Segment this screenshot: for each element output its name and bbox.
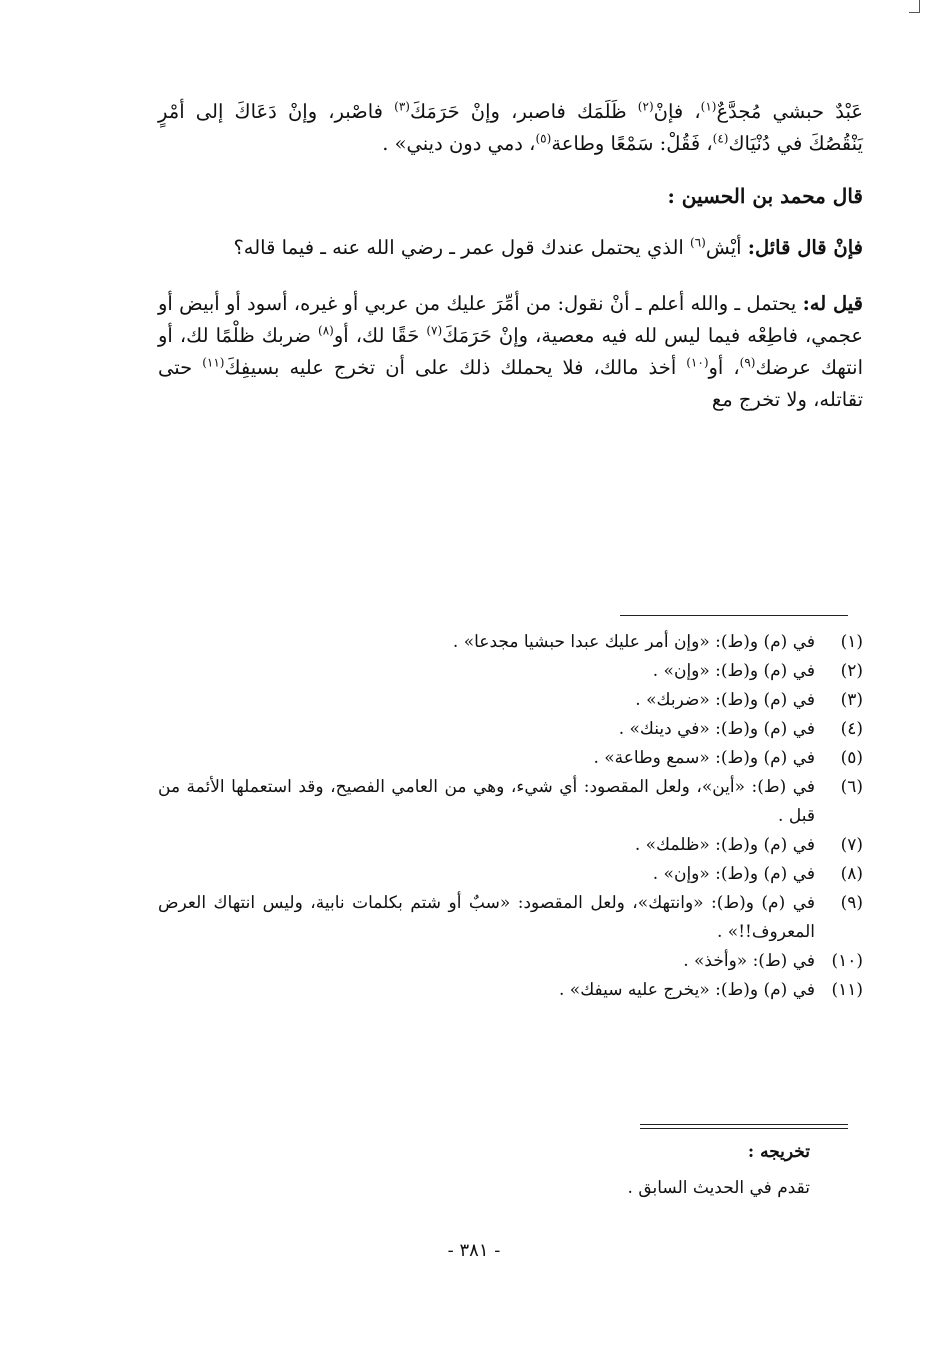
paragraph-question: فإنْ قال قائل: أيْش$^{(٦)}$ الذي يحتمل عندك قول عمر ـ رضي الله عنه ـ فيما قاله؟	[233, 235, 863, 259]
footnote-item	[158, 860, 863, 889]
footnote-ref-11[interactable]: (١١)	[202, 355, 225, 370]
footnote-text: في (م) و(ط): «وإن أمر عليك عبدا حبشيا مجدعا» .	[452, 632, 815, 652]
footnote-separator	[620, 615, 848, 616]
footnote-ref-3[interactable]: (٣)	[394, 99, 410, 114]
footnote-item	[158, 744, 863, 773]
footnote-number: (١١)	[831, 980, 863, 1000]
paragraph-hadith-ending: عَبْدٌ حبشي مُجدَّعٌ$^{(١)}$، فإنْ$^{(٢)}$ ظَلَمَك فاصبر، وإنْ حَرَمَكَ$^{(٣)}$ فاصْبر، وإنْ دَعَاكَ إلى أمْرٍ يَنْقُصُكَ في دُنْيَاك$^{(٤)}$، فَقُلْ: سَمْعًا وطاعة$^{(٥)}$، دمي دون ديني» .	[158, 99, 863, 155]
footnote-item	[158, 686, 863, 715]
takhrij-separator	[640, 1124, 848, 1129]
footnote-ref-5[interactable]: (٥)	[535, 131, 552, 146]
footnote-text: في (م) و(ط): «سمع وطاعة» .	[593, 748, 815, 768]
footnote-number: (٧)	[840, 835, 863, 855]
section-heading: قال محمد بن الحسين :	[667, 184, 863, 208]
takhrij-text: تقدم في الحديث السابق .	[627, 1178, 810, 1198]
page-number: - ٣٨١ -	[447, 1240, 501, 1261]
answer-lead: قيل له:	[802, 292, 864, 315]
footnote-item	[158, 773, 863, 831]
footnote-number: (١)	[840, 632, 863, 652]
footnote-number: (٨)	[840, 864, 863, 884]
footnote-ref-2[interactable]: (٢)	[637, 99, 654, 114]
footnote-number: (٤)	[840, 719, 863, 739]
footnote-text: في (م) و(ط): «ضربك» .	[635, 690, 815, 710]
footnote-text: في (م) و(ط): «وانتهك»، ولعل المقصود: «سبٌ أو شتم بكلمات نابية، وليس انتهاك العرض المعروف!!» .	[158, 893, 815, 942]
footnote-number: (٣)	[840, 690, 863, 710]
main-text	[158, 96, 863, 416]
footnote-ref-6[interactable]: (٦)	[690, 235, 706, 250]
footnote-number: (٢)	[840, 661, 863, 681]
footnote-number: (٦)	[840, 777, 863, 797]
footnotes-list	[158, 628, 863, 1005]
footnote-ref-4[interactable]: (٤)	[712, 131, 729, 146]
paragraph-answer: قيل له: يحتمل ـ والله أعلم ـ أنْ نقول: من أمِّرَ عليك من عربي أو غيره، أسود أو أبيض أو عجمي، فاطِعْه فيما ليس لله فيه معصية، وإنْ حَرَمَكَ$^{(٧)}$ حَقًا لك، أو$^{(٨)}$ ضربك ظلْمًا لك، أو انتهك عرضك$^{(٩)}$، أو$^{(١٠)}$ أخذ مالك، فلا يحملك ذلك على أن تخرج عليه بسيفِكَ$^{(١١)}$ حتى تقاتله، ولا تخرج مع	[158, 292, 864, 411]
footnote-item	[158, 715, 863, 744]
footnote-item	[158, 947, 863, 976]
footnote-number: (١٠)	[831, 951, 863, 971]
question-lead: فإنْ قال قائل:	[747, 236, 863, 259]
footnote-item	[158, 628, 863, 657]
footnote-ref-9[interactable]: (٩)	[739, 355, 756, 370]
footnote-text: في (م) و(ط): «في دينك» .	[618, 719, 815, 739]
footnote-item	[158, 889, 863, 947]
footnote-text: في (م) و(ط): «وإن» .	[652, 661, 815, 681]
footnote-text: في (م) و(ط): «يخرج عليه سيفك» .	[558, 980, 815, 1000]
footnote-ref-10[interactable]: (١٠)	[686, 355, 709, 370]
footnote-item	[158, 657, 863, 686]
footnote-ref-7[interactable]: (٧)	[426, 323, 443, 338]
footnote-item	[158, 976, 863, 1005]
footnote-item	[158, 831, 863, 860]
takhrij-section	[400, 1134, 810, 1206]
footnote-ref-8[interactable]: (٨)	[318, 323, 334, 338]
footnote-number: (٥)	[840, 748, 863, 768]
footnote-ref-1[interactable]: (١)	[700, 99, 717, 114]
footnote-text: في (م) و(ط): «ظلمك» .	[634, 835, 815, 855]
footnote-text: في (ط): «وأخذ» .	[683, 951, 815, 971]
crop-mark	[909, 0, 920, 13]
takhrij-label: تخريجه :	[747, 1142, 810, 1162]
footnote-text: في (م) و(ط): «وإن» .	[652, 864, 815, 884]
footnote-text: في (ط): «أين»، ولعل المقصود: أي شيء، وهي من العامي الفصيح، وقد استعملها الأئمة من قبل .	[158, 777, 815, 826]
footnote-number: (٩)	[840, 893, 863, 913]
